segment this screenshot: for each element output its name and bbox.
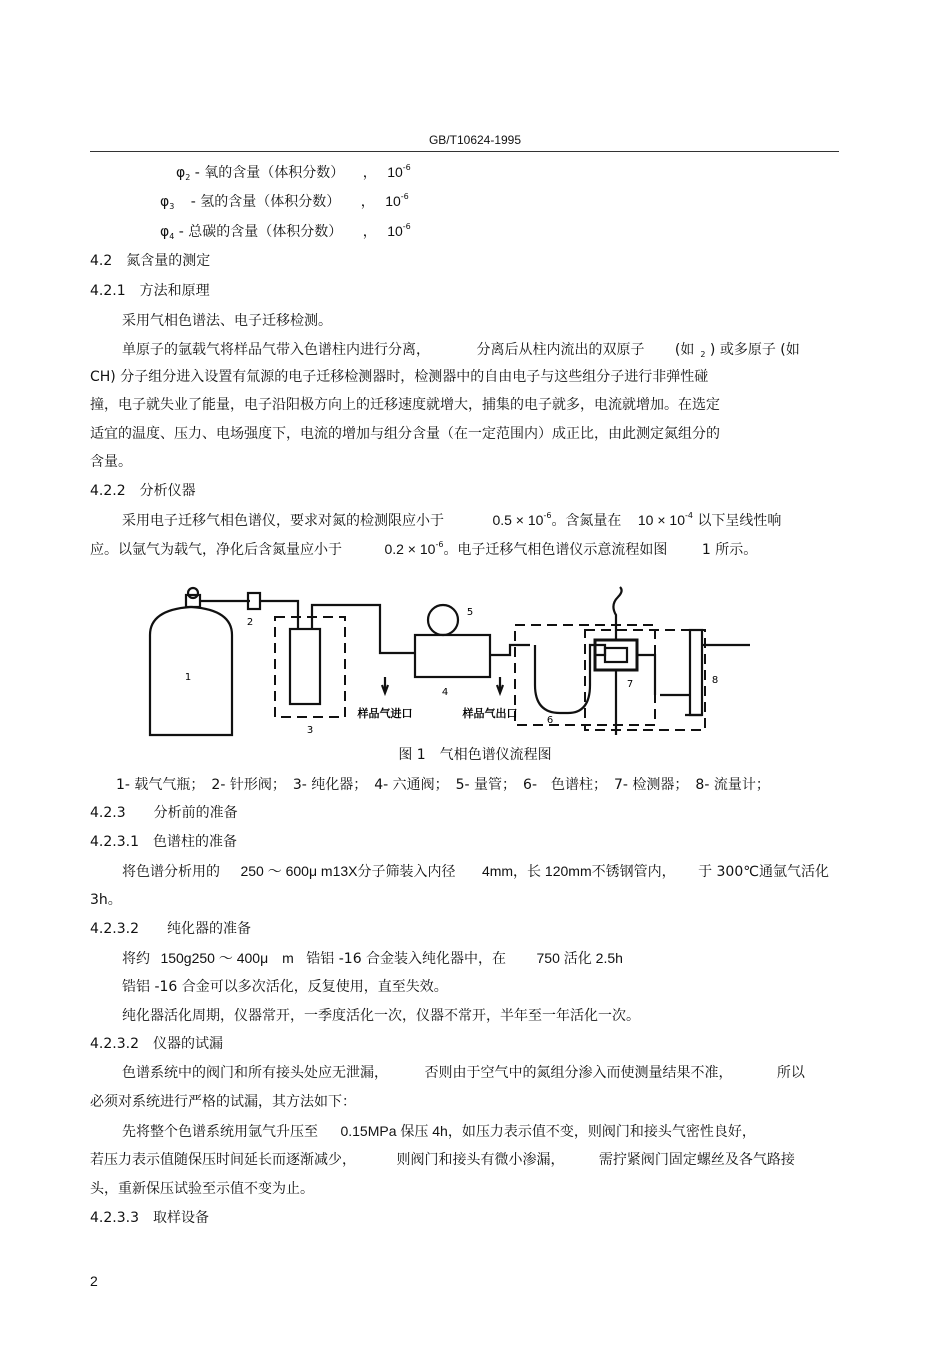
leak-test-line-2: 必须对系统进行严格的试漏，其方法如下： <box>90 1094 356 1110</box>
leak-procedure-line-3: 头，重新保压试验至示值不变为止。 <box>90 1181 314 1197</box>
principle-line-2: CH) 分子组分进入设置有氚源的电子迁移检测器时，检测器中的自由电子与这些组分子进行非弹性碰 <box>90 369 709 385</box>
leak-procedure-text-d: 则阀门和接头有微小渗漏， <box>396 1152 565 1168</box>
instrument-line-1 <box>122 511 781 530</box>
var-symbol: φ <box>160 224 170 240</box>
header-rule <box>90 151 839 152</box>
var-comma: ， <box>362 165 377 181</box>
section-heading-4-2-3-1: 4.2.3.1 色谱柱的准备 <box>90 834 237 850</box>
var-unit: 10 <box>387 223 403 239</box>
purifier-prep-text-c: 锆铝 -16 合金装入纯化器中，在 <box>306 951 507 967</box>
label-8: 8 <box>711 675 719 686</box>
purifier-prep-text-d: 750 活化 2.5h <box>536 950 623 966</box>
six-way-valve <box>415 635 490 677</box>
var-subscript: 4 <box>169 232 175 241</box>
var-subscript: 3 <box>169 202 175 211</box>
label-4: 4 <box>441 687 449 698</box>
column-prep-line-2: 3h。 <box>90 892 122 908</box>
instrument-text-f: 1 所示。 <box>701 542 758 558</box>
purifier-prep-line-3: 纯化器活化周期，仪器常开，一季度活化一次，仪器不常开，半年至一年活化一次。 <box>122 1008 640 1024</box>
column-prep-text-a: 将色谱分析用的 <box>122 864 220 880</box>
column-prep-text-c: 4mm，长 120mm不锈钢管内， <box>481 863 676 879</box>
label-7: 7 <box>626 679 634 690</box>
var-symbol: φ <box>176 165 186 181</box>
limit-exponent: -6 <box>543 511 552 520</box>
purifier <box>290 629 320 704</box>
var-phi3 <box>160 192 409 211</box>
section-heading-4-2-3-3: 4.2.3.3 取样设备 <box>90 1210 209 1226</box>
principle-text-c: (如 <box>674 342 695 358</box>
page-number: 2 <box>90 1273 98 1289</box>
var-symbol: φ <box>160 194 170 210</box>
var-unit: 10 <box>385 193 401 209</box>
sample-loop <box>428 605 458 635</box>
principle-text-d: ) 或多原子 (如 <box>709 342 800 358</box>
leak-test-text-a: 色谱系统中的阀门和所有接头处应无泄漏， <box>122 1065 388 1081</box>
principle-line-1 <box>122 341 800 359</box>
instrument-line-2 <box>90 540 757 559</box>
var-desc: - 总碳的含量（体积分数） <box>178 224 343 240</box>
label-6: 6 <box>546 715 554 726</box>
var-desc: - 氧的含量（体积分数） <box>194 165 345 181</box>
var-subscript: 2 <box>185 173 191 182</box>
leak-procedure-text-a: 先将整个色谱系统用氩气升压至 <box>122 1124 318 1140</box>
linear-value: 10 × 10 <box>637 512 685 528</box>
leak-procedure-line-2 <box>90 1151 795 1169</box>
var-comma: ， <box>362 224 377 240</box>
purifier-oven <box>275 617 345 717</box>
column-prep-text-d: 于 300℃通氩气活化 <box>698 864 829 880</box>
paragraph-method: 采用气相色谱法、电子迁移检测。 <box>122 313 332 329</box>
instrument-text-a: 采用电子迁移气相色谱仪，要求对氮的检测限应小于 <box>122 513 444 529</box>
leak-procedure-text-e: 需拧紧阀门固定螺丝及各气路接 <box>598 1152 795 1168</box>
label-outlet: 样品气出口 <box>462 707 518 720</box>
principle-subscript: 2 <box>700 350 706 359</box>
figure-caption: 图 1 气相色谱仪流程图 <box>398 747 552 763</box>
section-heading-4-2-3: 4.2.3 分析前的准备 <box>90 805 238 821</box>
instrument-text-c: 以下呈线性响 <box>697 513 782 529</box>
purifier-prep-line-2: 锆铝 -16 合金可以多次活化，反复使用，直至失效。 <box>122 979 448 995</box>
var-phi2 <box>176 163 411 182</box>
label-1: 1 <box>184 672 192 683</box>
leak-test-text-c: 所以 <box>776 1065 805 1081</box>
column-prep-text-b: 250 ～ 600μ m13X分子筛装入内径 <box>240 863 456 879</box>
label-3: 3 <box>306 725 314 736</box>
label-inlet: 样品气进口 <box>357 707 413 720</box>
linear-exponent: -4 <box>685 511 693 520</box>
gc-flow-diagram <box>140 585 770 740</box>
var-desc: - 氢的含量（体积分数） <box>190 194 341 210</box>
purifier-prep-text-b: 150g250 ～ 400μ m <box>160 950 294 966</box>
leak-procedure-text-c: 若压力表示值随保压时间延长而逐渐减少， <box>90 1152 356 1168</box>
principle-text-b: 分离后从柱内流出的双原子 <box>476 342 645 358</box>
var-exponent: -6 <box>402 222 411 231</box>
section-heading-leak-test: 4.2.3.2 仪器的试漏 <box>90 1036 223 1052</box>
carrier-gas-cylinder <box>150 607 232 735</box>
leak-test-line-1 <box>122 1064 805 1082</box>
var-phi4 <box>160 222 411 241</box>
cylinder-valve <box>186 595 200 607</box>
section-heading-4-2: 4.2 氮含量的测定 <box>90 253 211 269</box>
document-header-code: GB/T10624-1995 <box>428 133 522 147</box>
column-prep-line-1 <box>122 862 829 881</box>
limit-value: 0.5 × 10 <box>492 512 544 528</box>
instrument-text-e: 。电子迁移气相色谱仪示意流程如图 <box>443 542 668 558</box>
instrument-text-d: 应。以氩气为载气，净化后含氮量应小于 <box>90 542 342 558</box>
section-heading-4-2-2: 4.2.2 分析仪器 <box>90 483 196 499</box>
leak-procedure-line-1 <box>122 1122 756 1141</box>
label-2: 2 <box>246 617 254 628</box>
instrument-text-b: 。含氮量在 <box>551 513 622 529</box>
flowmeter <box>690 630 702 715</box>
var-exponent: -6 <box>402 163 411 172</box>
section-heading-4-2-3-2: 4.2.3.2 纯化器的准备 <box>90 921 251 937</box>
purifier-prep-line-1 <box>122 949 623 968</box>
principle-line-4: 适宜的温度、压力、电场强度下，电流的增加与组分含量（在一定范围内）成正比，由此测定氮组分的 <box>90 426 720 442</box>
var-unit: 10 <box>387 164 403 180</box>
principle-line-5: 含量。 <box>90 454 132 470</box>
leak-procedure-text-b: 0.15MPa 保压 4h，如压力表示值不变，则阀门和接头气密性良好， <box>340 1123 756 1139</box>
figure-legend: 1- 载气气瓶； 2- 针形阀； 3- 纯化器； 4- 六通阀； 5- 量管； 6- 色谱柱； 7- 检测器； 8- 流量计； <box>116 777 770 793</box>
label-5: 5 <box>466 607 474 618</box>
principle-text-a: 单原子的氩载气将样品气带入色谱柱内进行分离， <box>122 342 430 358</box>
leak-test-text-b: 否则由于空气中的氮组分渗入而使测量结果不准， <box>424 1065 733 1081</box>
carrier-exponent: -6 <box>435 540 444 549</box>
var-comma: ， <box>360 194 375 210</box>
carrier-value: 0.2 × 10 <box>384 541 436 557</box>
purifier-prep-text-a: 将约 <box>122 951 150 967</box>
var-exponent: -6 <box>400 192 409 201</box>
principle-line-3: 撞，电子就失业了能量，电子沿阳极方向上的迁移速度就增大，捕集的电子就多，电流就增加。在选定 <box>90 397 720 413</box>
section-heading-4-2-1: 4.2.1 方法和原理 <box>90 283 210 299</box>
